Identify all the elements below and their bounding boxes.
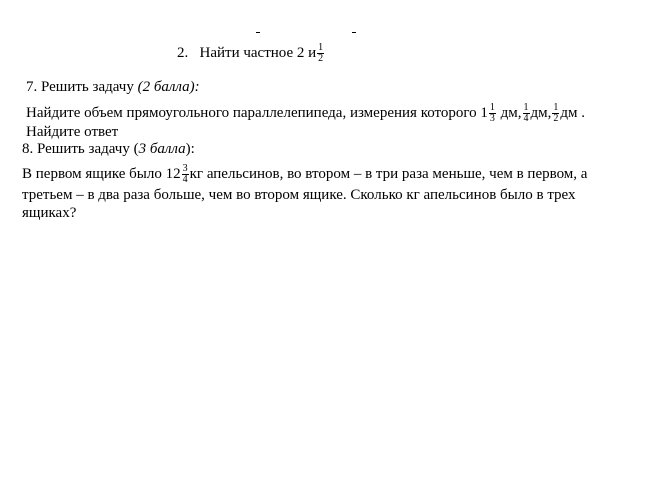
task7-unit2: дм, bbox=[530, 104, 552, 121]
task7-heading-text: 7. Решить задачу bbox=[26, 79, 134, 95]
task7-unit3: дм . bbox=[560, 104, 586, 121]
task7-body bbox=[26, 103, 585, 124]
task2-line bbox=[177, 43, 325, 64]
task7-frac2: $\frac{1}{4}$ bbox=[523, 102, 529, 124]
task8-line2: третьем – в два раза больше, чем во втором ящике. Сколько кг апельсинов было в трех bbox=[22, 187, 576, 203]
task8-line1-a: В первом ящике было 12 bbox=[22, 165, 181, 182]
task8-heading bbox=[22, 141, 195, 158]
task7-text: Найдите объем прямоугольного параллелепипеда, измерения которого 1 bbox=[26, 104, 488, 121]
task7-frac1: $\frac{1}{3}$ bbox=[489, 102, 495, 124]
stray-mark-right bbox=[352, 32, 356, 33]
task8-points: 3 балла bbox=[138, 141, 186, 157]
task7-unit1: дм, bbox=[500, 104, 522, 121]
task2-text: Найти частное 2 и bbox=[199, 44, 317, 61]
task7-cut-line: Найдите ответ bbox=[26, 124, 119, 140]
task8-line1 bbox=[22, 164, 587, 185]
task8-line1-b: кг апельсинов, во втором – в три раза меньше, чем в первом, а bbox=[189, 165, 588, 182]
task2-number: 2. bbox=[177, 44, 189, 61]
task8-line3: ящиках? bbox=[22, 205, 77, 221]
stray-mark-left bbox=[256, 32, 260, 33]
task7-frac3: $\frac{1}{2}$ bbox=[553, 102, 559, 124]
task8-heading-text: 8. Решить задачу ( bbox=[22, 141, 139, 157]
task7-points: (2 балла): bbox=[137, 79, 200, 95]
task7-heading bbox=[26, 79, 200, 96]
task8-mixed-frac: $\frac{3}{4}$ bbox=[182, 163, 188, 185]
task8-heading-end: ): bbox=[185, 141, 195, 157]
task2-fraction: $\frac{1}{2}$ bbox=[318, 42, 324, 64]
